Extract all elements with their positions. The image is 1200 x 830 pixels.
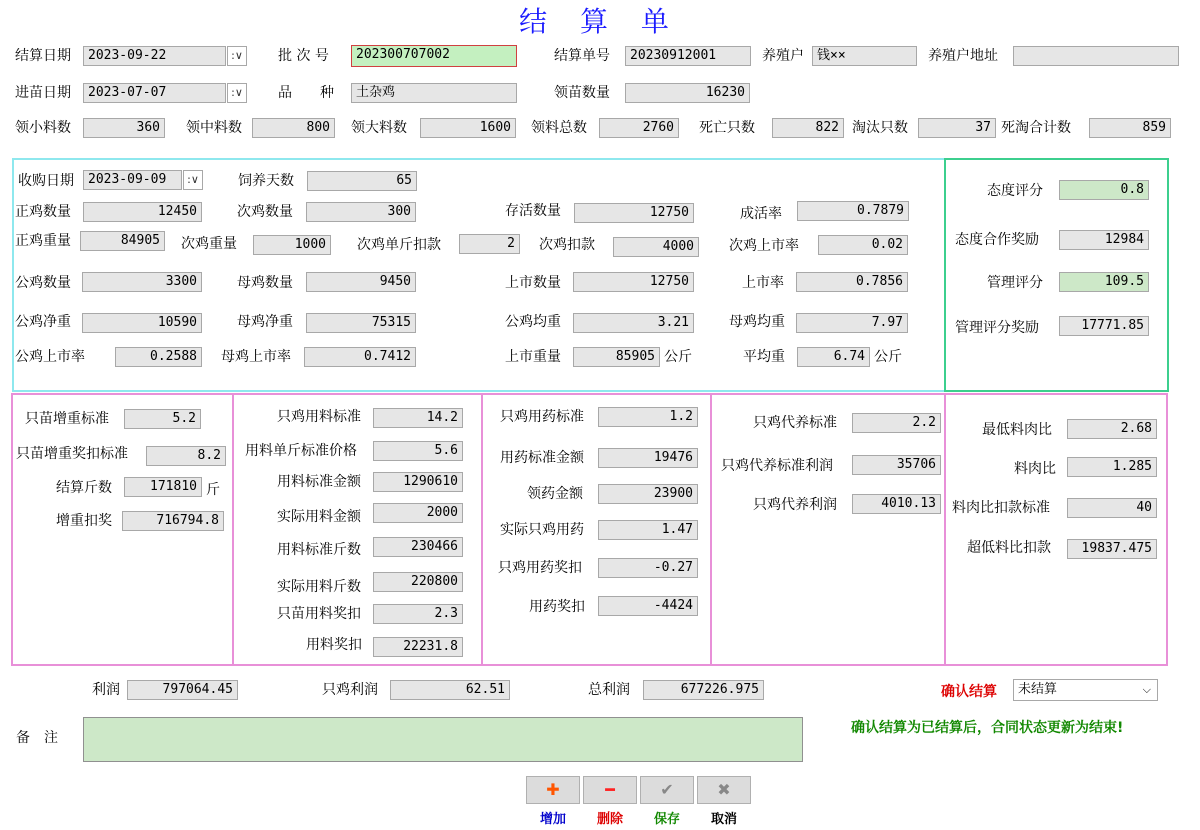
market-weight-label: 上市重量: [505, 349, 561, 365]
feed-actual-jin-field[interactable]: 220800: [373, 572, 463, 592]
ratio-min-label: 最低料肉比: [982, 422, 1052, 438]
close-icon: ✖: [717, 780, 731, 799]
add-button-label[interactable]: 增加: [539, 812, 566, 827]
breed-label: 品 种: [278, 85, 334, 101]
second-market-rate-field[interactable]: 0.02: [818, 235, 908, 255]
add-button[interactable]: [526, 776, 580, 804]
ratio-actual-label: 料肉比: [1014, 461, 1056, 477]
second-qty-label: 次鸡数量: [237, 204, 293, 220]
alive-qty-field[interactable]: 12750: [574, 203, 694, 223]
feed-bonus-field[interactable]: 22231.8: [373, 637, 463, 657]
survival-label: 成活率: [740, 206, 782, 222]
raise-std-label: 只鸡代养标准: [753, 415, 837, 431]
second-deduct-field[interactable]: 4000: [613, 237, 699, 257]
med-per-bonus-label: 只鸡用药奖扣: [498, 560, 582, 576]
unit-kg-label: 公斤: [664, 349, 692, 365]
med-taken-field[interactable]: 23900: [598, 484, 698, 504]
batch-no-input[interactable]: 202300707002: [351, 45, 517, 67]
divider: [710, 393, 712, 666]
settle-no-field[interactable]: 20230912001: [625, 46, 751, 66]
farmer-addr-field[interactable]: [1013, 46, 1179, 66]
farmer-addr-label: 养殖户地址: [928, 48, 998, 64]
gain-bonus-std-field[interactable]: 8.2: [146, 446, 226, 466]
unit-kg-label: 公斤: [874, 349, 902, 365]
hen-rate-field[interactable]: 0.7412: [304, 347, 416, 367]
ratio-deduct-std-field[interactable]: 40: [1067, 498, 1157, 518]
alive-qty-label: 存活数量: [505, 203, 561, 219]
total-feed-label: 领料总数: [531, 120, 587, 136]
big-feed-label: 领大料数: [351, 120, 407, 136]
raise-std-profit-field[interactable]: 35706: [852, 455, 941, 475]
rooster-qty-field[interactable]: 3300: [82, 272, 202, 292]
delete-button-label[interactable]: 删除: [596, 812, 623, 827]
settle-date-label: 结算日期: [15, 48, 71, 64]
attitude-bonus-label: 态度合作奖励: [955, 232, 1039, 248]
rooster-qty-label: 公鸡数量: [15, 275, 71, 291]
entry-date-label: 进苗日期: [15, 85, 71, 101]
chick-qty-label: 领苗数量: [554, 85, 610, 101]
culled-label: 淘汰只数: [852, 120, 908, 136]
breed-field[interactable]: 土杂鸡: [351, 83, 517, 103]
hen-net-field[interactable]: 75315: [306, 313, 416, 333]
rooster-net-field[interactable]: 10590: [82, 313, 202, 333]
feed-price-label: 用料单斤标准价格: [245, 443, 357, 459]
divider: [481, 393, 483, 666]
confirm-select[interactable]: [1013, 679, 1158, 701]
gain-std-label: 只苗增重标准: [25, 411, 109, 427]
feed-actual-jin-label: 实际用料斤数: [277, 579, 361, 595]
dead-label: 死亡只数: [699, 120, 755, 136]
days-field[interactable]: 65: [307, 171, 417, 191]
feed-std-jin-label: 用料标准斤数: [277, 542, 361, 558]
good-weight-field[interactable]: 84905: [80, 231, 165, 251]
divider: [232, 393, 234, 666]
market-weight-field[interactable]: 85905: [573, 347, 660, 367]
second-market-rate-label: 次鸡上市率: [729, 238, 799, 254]
med-bonus-label: 用药奖扣: [529, 599, 585, 615]
mid-feed-label: 领中料数: [186, 120, 242, 136]
second-deduct-per-label: 次鸡单斤扣款: [357, 237, 441, 253]
market-qty-label: 上市数量: [505, 275, 561, 291]
med-bonus-field[interactable]: -4424: [598, 596, 698, 616]
med-per-bonus-field[interactable]: -0.27: [598, 558, 698, 578]
rooster-rate-field[interactable]: 0.2588: [115, 347, 202, 367]
med-std-field[interactable]: 1.2: [598, 407, 698, 427]
per-profit-field[interactable]: 62.51: [390, 680, 510, 700]
profit-field[interactable]: 797064.45: [127, 680, 238, 700]
buy-date-dropdown-icon[interactable]: :∨: [183, 170, 203, 190]
med-actual-field[interactable]: 1.47: [598, 520, 698, 540]
hen-avg-label: 母鸡均重: [729, 314, 785, 330]
attitude-label: 态度评分: [987, 183, 1043, 199]
survival-field[interactable]: 0.7879: [797, 201, 909, 221]
mid-feed-field[interactable]: 800: [252, 118, 335, 138]
hen-rate-label: 母鸡上市率: [221, 349, 291, 365]
mgmt-input[interactable]: 109.5: [1059, 272, 1149, 292]
small-feed-label: 领小料数: [15, 120, 71, 136]
cancel-button-label[interactable]: 取消: [710, 812, 737, 827]
market-qty-field[interactable]: 12750: [573, 272, 694, 292]
med-std-amount-label: 用药标准金额: [500, 450, 584, 466]
save-button[interactable]: [640, 776, 694, 804]
per-profit-label: 只鸡利润: [322, 682, 378, 698]
farmer-label: 养殖户: [762, 48, 804, 64]
feed-actual-amount-label: 实际用料金额: [277, 509, 361, 525]
remark-textarea[interactable]: [83, 717, 803, 762]
batch-label: 批 次 号: [278, 48, 329, 64]
ratio-min-field[interactable]: 2.68: [1067, 419, 1157, 439]
delete-button[interactable]: [583, 776, 637, 804]
farmer-field[interactable]: 钱××: [812, 46, 917, 66]
second-weight-field[interactable]: 1000: [253, 235, 331, 255]
entry-date-dropdown-icon[interactable]: :∨: [227, 83, 247, 103]
market-rate-field[interactable]: 0.7856: [796, 272, 908, 292]
hen-qty-field[interactable]: 9450: [306, 272, 416, 292]
dead-total-label: 死淘合计数: [1001, 120, 1071, 136]
ratio-deduct-std-label: 料肉比扣款标准: [952, 500, 1050, 516]
good-weight-label: 正鸡重量: [15, 233, 71, 249]
gain-deduct-label: 增重扣奖: [56, 513, 112, 529]
settle-jin-field[interactable]: 171810: [124, 477, 202, 497]
total-profit-label: 总利润: [588, 682, 630, 698]
second-deduct-per-field[interactable]: 2: [459, 234, 520, 254]
cancel-button[interactable]: [697, 776, 751, 804]
settle-date-dropdown-icon[interactable]: :∨: [227, 46, 247, 66]
feed-per-chick-label: 只苗用料奖扣: [277, 606, 361, 622]
mgmt-bonus-field[interactable]: 17771.85: [1059, 316, 1149, 336]
feed-std-jin-field[interactable]: 230466: [373, 537, 463, 557]
market-rate-label: 上市率: [742, 275, 784, 291]
avg-weight-field[interactable]: 6.74: [797, 347, 870, 367]
feed-per-chick-field[interactable]: 2.3: [373, 604, 463, 624]
raise-std-field[interactable]: 2.2: [852, 413, 941, 433]
second-weight-label: 次鸡重量: [181, 236, 237, 252]
buy-date-label: 收购日期: [18, 173, 74, 189]
chick-qty-field[interactable]: 16230: [625, 83, 750, 103]
feed-actual-amount-field[interactable]: 2000: [373, 503, 463, 523]
mgmt-label: 管理评分: [987, 275, 1043, 291]
days-label: 饲养天数: [238, 173, 294, 189]
good-qty-label: 正鸡数量: [15, 204, 71, 220]
settle-jin-label: 结算斤数: [56, 480, 112, 496]
rooster-rate-label: 公鸡上市率: [15, 349, 85, 365]
confirm-label: 确认结算: [941, 684, 997, 700]
notice-text: 确认结算为已结算后，合同状态更新为结束!: [851, 720, 1124, 736]
page-title: 结 算 单: [519, 5, 681, 38]
attitude-bonus-field[interactable]: 12984: [1059, 230, 1149, 250]
total-feed-field[interactable]: 2760: [599, 118, 679, 138]
feed-std-amount-label: 用料标准金额: [277, 474, 361, 490]
avg-weight-label: 平均重: [743, 349, 785, 365]
remark-label: 备 注: [16, 730, 58, 746]
feed-std-amount-field[interactable]: 1290610: [373, 472, 463, 492]
med-taken-label: 领药金额: [527, 486, 583, 502]
gain-bonus-std-label: 只苗增重奖扣标准: [16, 446, 128, 462]
med-std-label: 只鸡用药标准: [500, 409, 584, 425]
hen-qty-label: 母鸡数量: [237, 275, 293, 291]
good-qty-field[interactable]: 12450: [83, 202, 202, 222]
med-actual-label: 实际只鸡用药: [500, 522, 584, 538]
raise-profit-field[interactable]: 4010.13: [852, 494, 941, 514]
plus-icon: ✚: [546, 780, 560, 799]
divider: [944, 393, 946, 666]
chevron-down-icon: ⌵: [1142, 683, 1151, 696]
rooster-avg-field[interactable]: 3.21: [573, 313, 694, 333]
minus-icon: ━: [605, 780, 615, 799]
save-button-label[interactable]: 保存: [653, 812, 680, 827]
small-feed-field[interactable]: 360: [83, 118, 165, 138]
big-feed-field[interactable]: 1600: [420, 118, 516, 138]
ratio-actual-field[interactable]: 1.285: [1067, 457, 1157, 477]
med-std-amount-field[interactable]: 19476: [598, 448, 698, 468]
ratio-low-deduct-field[interactable]: 19837.475: [1067, 539, 1157, 559]
check-icon: ✔: [660, 780, 674, 799]
feed-bonus-label: 用料奖扣: [306, 637, 362, 653]
feed-std-label: 只鸡用料标准: [277, 409, 361, 425]
mgmt-bonus-label: 管理评分奖励: [955, 320, 1039, 336]
profit-label: 利润: [92, 682, 120, 698]
confirm-select-value: 未结算: [1018, 682, 1058, 697]
entry-date-field[interactable]: 2023-07-07: [83, 83, 226, 103]
dead-total-field[interactable]: 859: [1089, 118, 1171, 138]
culled-field[interactable]: 37: [918, 118, 996, 138]
settle-date-field[interactable]: 2023-09-22: [83, 46, 226, 66]
second-deduct-label: 次鸡扣款: [539, 237, 595, 253]
total-profit-field[interactable]: 677226.975: [643, 680, 764, 700]
raise-std-profit-label: 只鸡代养标准利润: [721, 458, 833, 474]
feed-std-field[interactable]: 14.2: [373, 408, 463, 428]
rooster-net-label: 公鸡净重: [15, 314, 71, 330]
buy-date-field[interactable]: 2023-09-09: [83, 170, 182, 190]
attitude-input[interactable]: 0.8: [1059, 180, 1149, 200]
settle-no-label: 结算单号: [554, 48, 610, 64]
gain-deduct-field[interactable]: 716794.8: [122, 511, 224, 531]
hen-net-label: 母鸡净重: [237, 314, 293, 330]
feed-price-field[interactable]: 5.6: [373, 441, 463, 461]
ratio-low-deduct-label: 超低料比扣款: [967, 540, 1051, 556]
raise-profit-label: 只鸡代养利润: [753, 497, 837, 513]
rooster-avg-label: 公鸡均重: [505, 314, 561, 330]
dead-field[interactable]: 822: [772, 118, 844, 138]
unit-jin-label: 斤: [206, 482, 220, 498]
second-qty-field[interactable]: 300: [306, 202, 416, 222]
hen-avg-field[interactable]: 7.97: [796, 313, 908, 333]
gain-std-field[interactable]: 5.2: [124, 409, 201, 429]
